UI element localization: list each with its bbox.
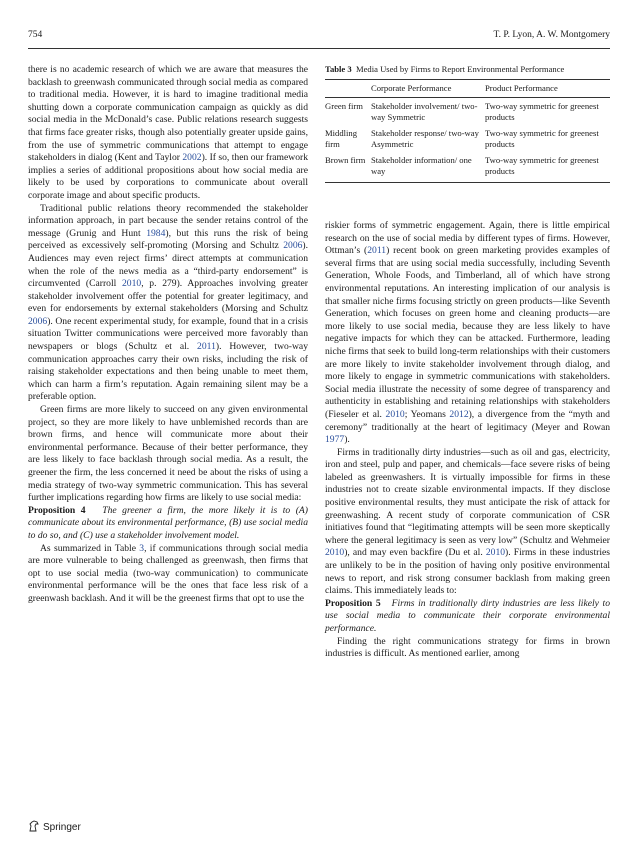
proposition-4 [28,505,308,543]
left-column [28,64,308,606]
table-cell: Brown firm [325,152,371,183]
citation-link[interactable]: 2006 [28,315,48,327]
table-cell: Stakeholder information/ one way [371,152,485,183]
running-header [28,30,610,46]
citation-link[interactable]: 2002 [182,152,202,164]
page-number: 754 [28,30,43,40]
citation-link[interactable]: 2010 [485,547,506,559]
table-row [325,152,610,183]
table-caption: Table 3 Media Used by Firms to Report Environmental Performance [325,64,565,74]
paragraph: As summarized in Table 3, if communications through social media are more vulnerable to being challenged as greenwash, then firms that opt to use social media (two-way communication) to communicate environmental performance will be the ones that face less risk of a greenwash backlash. And it will be the greenest firms that opt to use the [28,542,308,604]
paragraph: Firms in traditionally dirty industries—such as oil and gas, electricity, iron and steel, pulp and paper, and chemicals—face severe risks of being labeled as greenwashers. It is virtually impossible for firms in these industries not to create sizable environmental impacts. If they disclose positive environmental results, they must anticipate the risk of attack for greenwashing. A recent study of corporate communication of CSR initiatives found that “legitimating attempts will be seen more skeptically where the general legitimacy is seen as very low” (Schultz and Wehmeier 2010), and may even backfire (Du et al. 2010). Firms in these industries are unlikely to be in the position of having only positive environmental news to report, and risk strong consumer backlash from making green claims. This immediately leads to: [325,446,610,597]
right-column [325,220,610,661]
citation-link[interactable]: 2006 [283,240,303,252]
table-reference-link[interactable]: 3 [139,542,145,554]
table-cell: Stakeholder involvement/ two-way Symmetric [371,101,478,122]
table-header-cell: Product Performance [485,80,610,98]
table-cell: Stakeholder response/ two-way Asymmetric [371,128,479,149]
table-row [325,98,610,126]
publisher-footer [28,820,81,835]
citation-link[interactable]: 2012 [449,408,469,420]
paragraph: Finding the right communications strategy for firms in brown industries is difficult. As mentioned earlier, among [325,635,610,660]
paragraph: there is no academic research of which we are aware that measures the backlash to greenwash communicated through social media as compared to traditional media. However, it is hard to imagine traditional media shutting down a corporate communication campaign as quickly as did social media in the McDonald’s case. Public relations research suggests that firms face greater risks, though also potentially greater upside gains, from the use of symmetric communications that attempt to engage stakeholders in dialog (Kent and Taylor 2002). If so, then our framework implies a series of additional propositions about how social media are likely to be used by corporations to communicate about overall corporate image and about specific products. [28,64,308,201]
paragraph: Green firms are more likely to succeed on any given environmental project, so they are more likely to have unblemished records than are brown firms, and hence will communicate more about their environmental performance. Because of their better performance, they are less likely to face backlash through social media. As a result, the greener the firm, the less concerned it need be about the risks of using a media strategy of two-way symmetric communication. This has several further implications regarding how firms are likely to use social media: [28,404,308,504]
table-grid [325,79,610,183]
proposition-label: Proposition 4 [28,504,86,516]
citation-link[interactable]: 2010 [385,408,405,420]
running-authors: T. P. Lyon, A. W. Montgomery [493,30,610,40]
table-header-row [325,80,610,98]
springer-horse-icon [28,820,40,835]
table-header-cell: Corporate Performance [371,80,485,98]
citation-link[interactable]: 2010 [122,278,142,290]
table-cell: Green firm [325,101,363,111]
citation-link[interactable]: 1977 [325,434,345,446]
publisher-name: Springer [43,822,81,834]
table-header-cell [325,80,371,98]
citation-link[interactable]: 1984 [146,227,166,239]
table-row [325,125,610,152]
header-rule [28,48,610,49]
proposition-text: Firms in traditionally dirty industries are less likely to use social media to communicate their corporate environmental performance. [325,597,610,634]
proposition-label: Proposition 5 [325,597,381,609]
table-cell: Two-way symmetric for greenest products [485,101,599,122]
proposition-text: The greener a firm, the more likely it is to (A) communicate about its environmental performance, (B) use social media to do so, and (C) use a stakeholder involvement model. [28,504,308,541]
citation-link[interactable]: 2011 [367,245,387,257]
table-3 [325,64,610,183]
citation-link[interactable]: 2011 [197,341,216,353]
table-cell: Middling firm [325,128,357,149]
paragraph: riskier forms of symmetric engagement. Again, there is little empirical research on the use of social media by different types of firms. However, Ottman’s (2011) recent book on green marketing provides examples of several firms that are using social media successfully, including Seventh Generation, Whole Foods, and Timberland, all of which have strong environmental reputations. An interesting implication of our analysis is that smaller niche firms focusing strictly on green products—like Seventh Generation, which focuses on green home and cleaning products—are more likely to use social media, because they are less likely to have negative impacts for which they can be attacked. Furthermore, leading niche firms that seek to build long-term relationships with their customers are more likely to invite stakeholder involvement through dialog, and more likely to engage in symmetric communications with stakeholders. Social media illustrate the necessity of some degree of transparency and authenticity in establishing and retaining relationships with stakeholders (Fieseler et al. 2010; Yeomans 2012), a divergence from the “myth and ceremony” traditionally at the heart of legitimacy (Meyer and Rowan 1977). [325,220,610,446]
citation-link[interactable]: 2010 [325,547,345,559]
table-cell: Two-way symmetric for greenest products [485,128,599,149]
paragraph: Traditional public relations theory recommended the stakeholder information approach, in part because the sender retains control of the message (Grunig and Hunt 1984), but this runs the risk of being perceived as excessively self-promoting (Morsing and Schultz 2006). Audiences may even reject firms’ direct attempts at communication when the role of the news media as a “third-party endorsement” is circumvented (Carroll 2010, p. 279). Approaches involving greater stakeholder involvement offer the potential for greater legitimacy, and even for endorsements by external stakeholders (Morsing and Schultz 2006). One recent experimental study, for example, found that in a crisis situation Twitter communications were perceived more favorably than newspapers or blogs (Schultz et al. 2011). However, two-way communication approaches carry their own risks, including the risk of raising stakeholder expectations and then being unable to meet them, which can harm a firm’s reputation. Again remaining silent may be a preferable option. [28,202,309,403]
table-cell: Two-way symmetric for greenest products [485,152,610,183]
proposition-5 [325,598,610,636]
